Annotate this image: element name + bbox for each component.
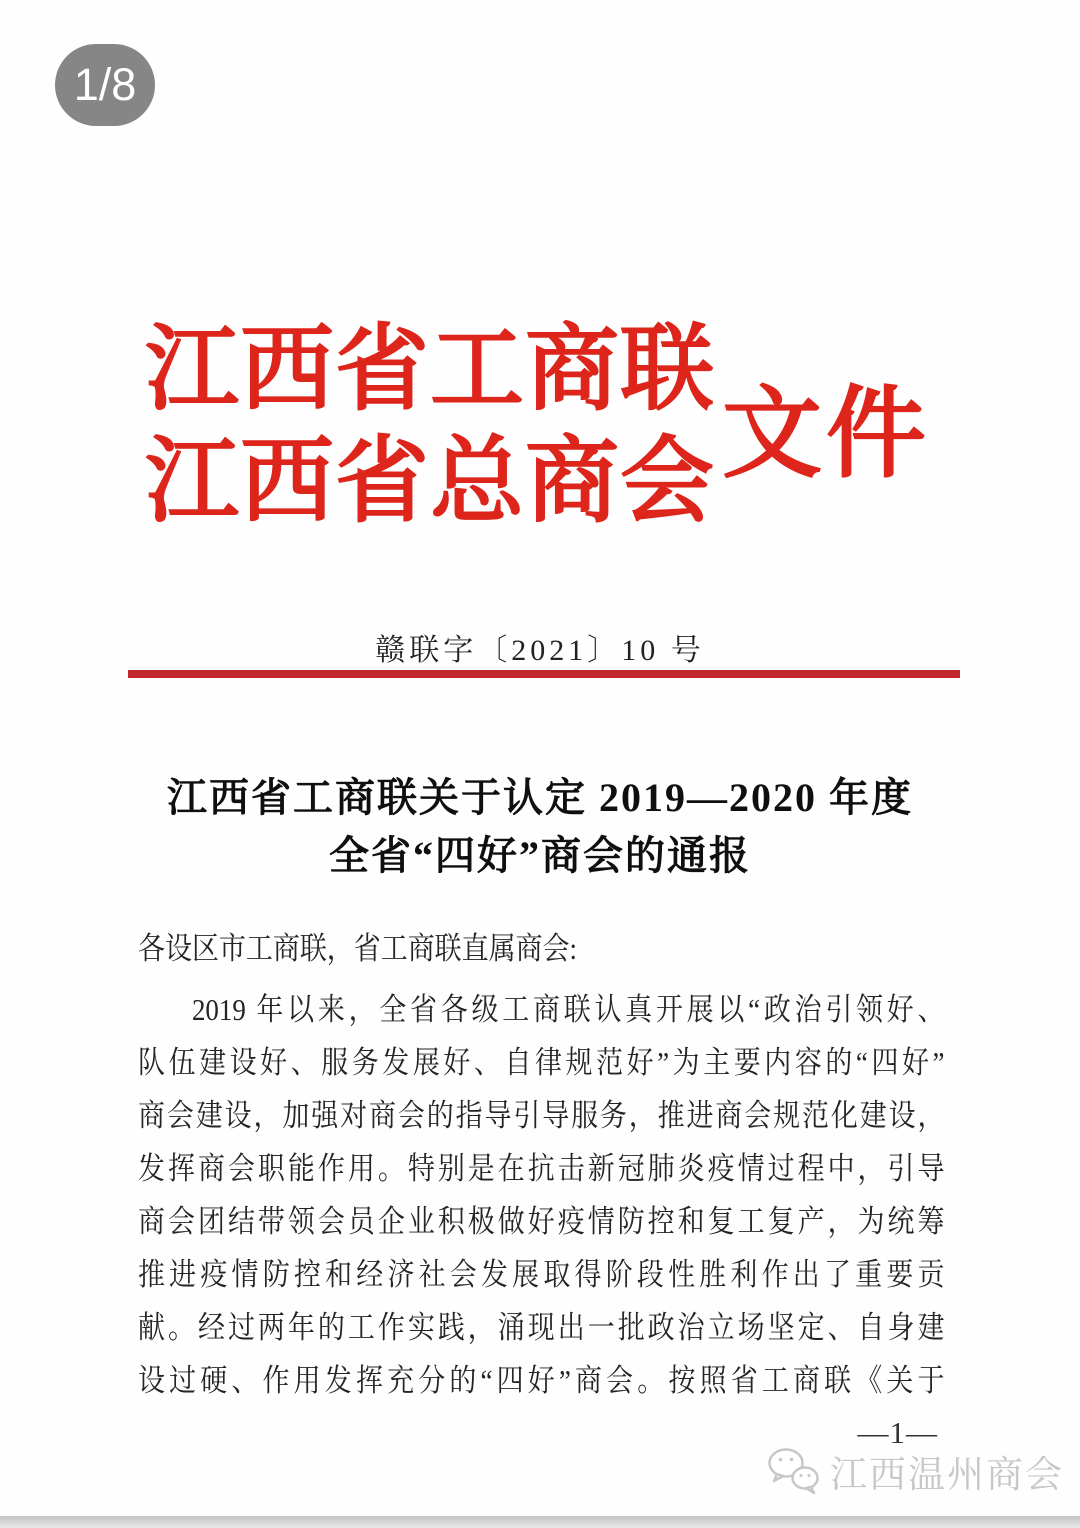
page-number: —1— (857, 1415, 938, 1450)
doc-body-line: 商会团结带领会员企业积极做好疫情防控和复工复产，为统筹 (138, 1204, 945, 1239)
letterhead-org-line1: 江西省工商联 (145, 318, 716, 422)
letterhead-doc-type: 文件 (722, 379, 930, 490)
doc-body-line: 队伍建设好、服务发展好、自律规范好”为主要内容的“四好” (138, 1045, 945, 1080)
watermark-label: 江西温州商会 (830, 1454, 1064, 1495)
letterhead-org-line2: 江西省总商会 (145, 430, 716, 534)
watermark (767, 1444, 1064, 1498)
doc-title-line1: 江西省工商联关于认定 2019—2020 年度 (167, 775, 913, 820)
doc-number: 赣联字〔2021〕10 号 (375, 634, 705, 667)
page-bottom-edge (0, 1516, 1080, 1528)
doc-title-line2: 全省“四好”商会的通报 (329, 833, 751, 878)
doc-salutation: 各设区市工商联，省工商联直属商会: (138, 931, 578, 966)
page-indicator-badge (55, 44, 155, 126)
doc-body-line: 献。经过两年的工作实践，涌现出一批政治立场坚定、自身建 (138, 1310, 945, 1345)
doc-body (138, 922, 944, 1407)
doc-body-line: 发挥商会职能作用。特别是在抗击新冠肺炎疫情过程中，引导 (138, 1151, 945, 1186)
wechat-icon (767, 1447, 821, 1495)
doc-body-line: 推进疫情防控和经济社会发展取得阶段性胜利作出了重要贡 (138, 1257, 945, 1292)
page-indicator-label: 1/8 (73, 59, 137, 110)
red-divider (128, 670, 960, 678)
doc-body-line: 2019 年以来，全省各级工商联认真开展以“政治引领好、 (191, 992, 945, 1027)
letterhead (145, 314, 715, 538)
doc-body-line: 商会建设，加强对商会的指导引导服务，推进商会规范化建设， (138, 1098, 945, 1133)
doc-body-line: 设过硬、作用发挥充分的“四好”商会。按照省工商联《关于 (138, 1363, 945, 1398)
doc-title (0, 769, 1080, 885)
